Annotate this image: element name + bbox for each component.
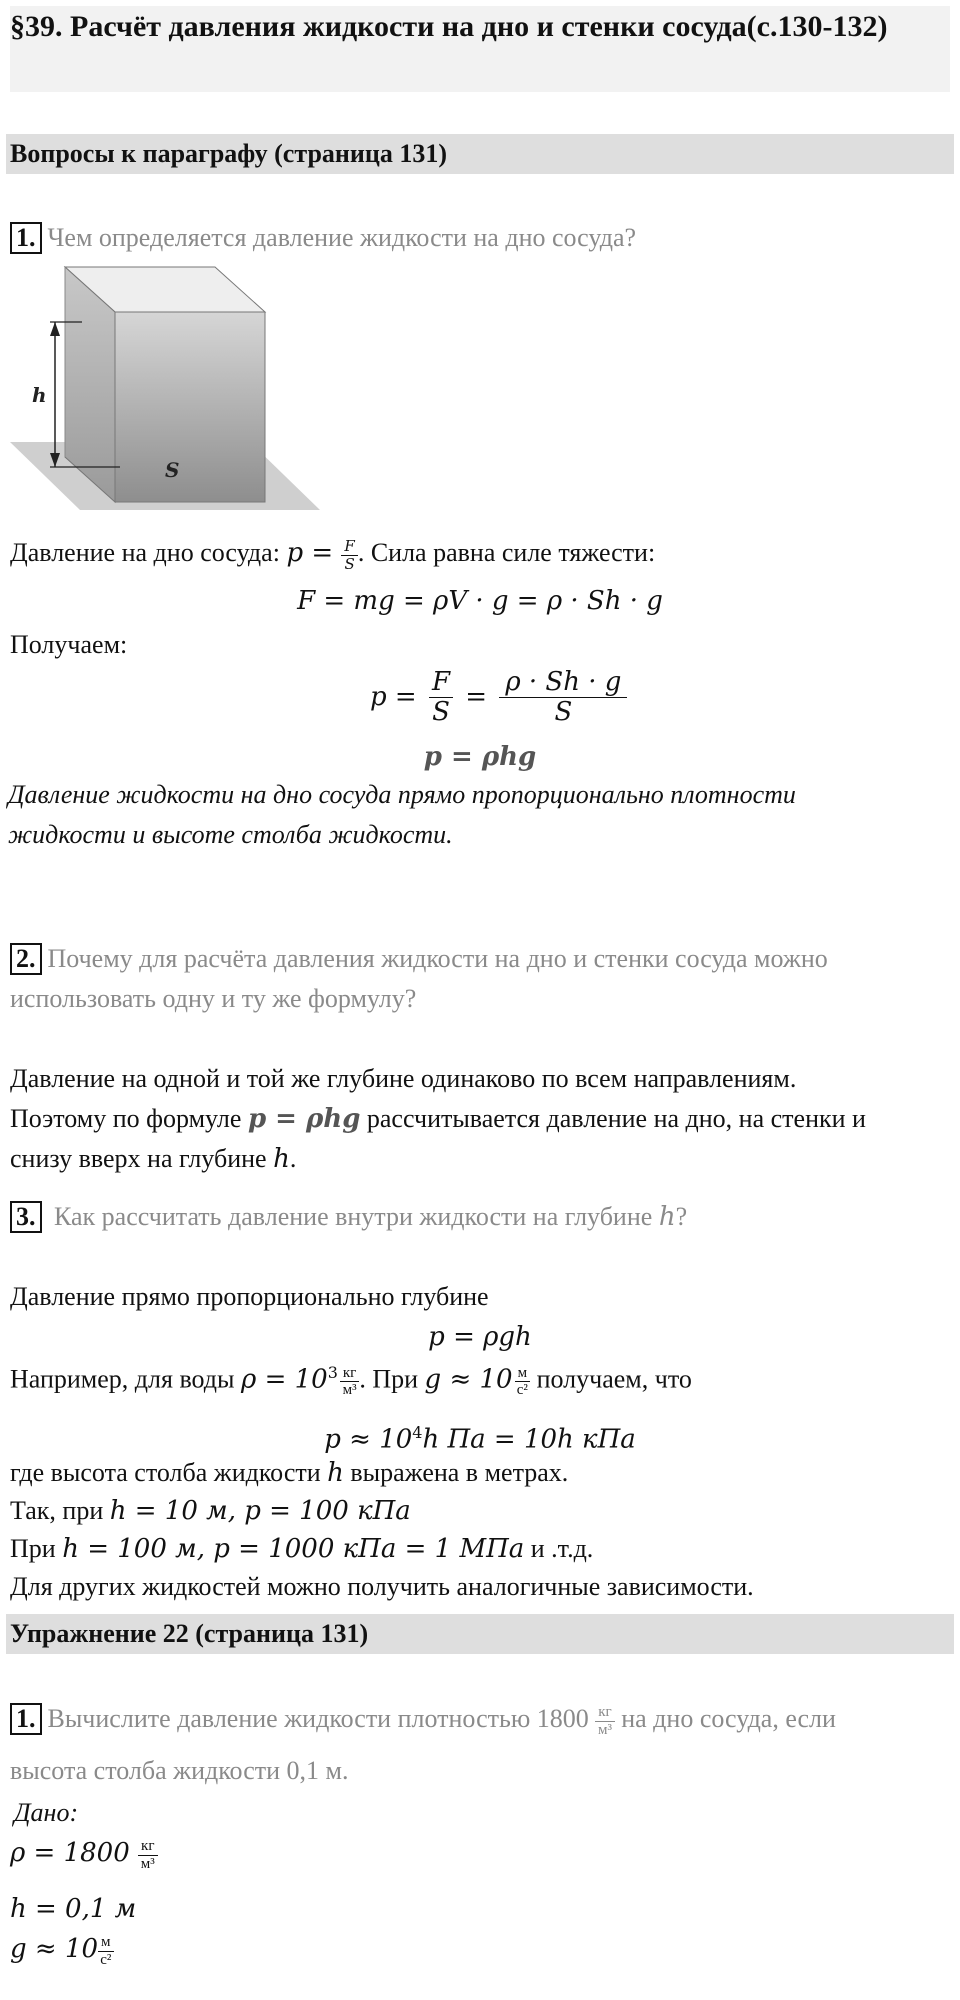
question-3: 3. Как рассчитать давление внутри жидкости на глубине h? bbox=[10, 1198, 687, 1236]
given-gravity: g ≈ 10 $\frac{м}{\text{с²}}$ bbox=[10, 1932, 114, 1968]
given-density: ρ = 1800 $\frac{кг}{\text{м³}}$ bbox=[10, 1836, 158, 1872]
given-height: h = 0,1 м bbox=[10, 1894, 137, 1924]
question-1 bbox=[10, 219, 636, 257]
exercise-1: 1. Вычислите давление жидкости плотностью 1800 $\frac{кг}{\text{м³}}$ на дно сосуда, если bbox=[10, 1700, 836, 1738]
q1-conclusion-1: Давление жидкости на дно сосуда прямо пропорционально плотности bbox=[8, 780, 796, 809]
q3-line-5: где высота столба жидкости h выражена в метрах. bbox=[10, 1458, 569, 1488]
q3-line-8: Для других жидкостей можно получить аналогичные зависимости. bbox=[10, 1572, 754, 1601]
question-number: 1. bbox=[10, 222, 42, 254]
q3-line-3: Например, для воды $\rho = 10^3$ $\frac{кг}{\text{м³}}$ . При g ≈ 10 $\frac{м}{\text{с²}}$ получаем, что bbox=[10, 1363, 692, 1399]
formula-p-rho-g-h: p = ρgh bbox=[428, 1322, 532, 1352]
q3-line-1: Давление прямо пропорционально глубине bbox=[10, 1282, 489, 1311]
formula-force: F = mg = ρV · g = ρ · Sh · g bbox=[297, 586, 663, 616]
formula-pressure-fraction: p = $\frac{F}{S}$ = $\frac{\rho \cdot Sh \cdot g}{S}$ bbox=[370, 668, 627, 726]
section-title-questions: Вопросы к параграфу (страница 131) bbox=[6, 134, 954, 174]
page-title bbox=[10, 6, 950, 92]
q1-conclusion-2: жидкости и высоте столба жидкости. bbox=[8, 820, 453, 849]
question-number: 3. bbox=[10, 1201, 42, 1233]
question-number: 2. bbox=[10, 943, 42, 975]
area-label: S bbox=[165, 458, 180, 482]
given-label: Дано: bbox=[14, 1798, 79, 1827]
exercise-1-line-2: высота столба жидкости 0,1 м. bbox=[10, 1756, 349, 1785]
height-label: h bbox=[32, 383, 47, 407]
q2-answer-1: Давление на одной и той же глубине одинаково по всем направлениям. bbox=[10, 1064, 797, 1093]
we-get-label: Получаем: bbox=[10, 630, 128, 659]
formula-p-rho-h-g: p = ρhg bbox=[423, 742, 537, 772]
vessel-figure bbox=[10, 262, 330, 512]
section-title-exercise: Упражнение 22 (страница 131) bbox=[6, 1614, 954, 1654]
exercise-number: 1. bbox=[10, 1703, 42, 1735]
vessel-front bbox=[115, 312, 265, 502]
q3-line-7: При h = 100 м, p = 1000 кПа = 1 МПа и .т.д. bbox=[10, 1534, 594, 1564]
question-text: Чем определяется давление жидкости на дно сосуда? bbox=[47, 223, 637, 252]
question-2: 2. Почему для расчёта давления жидкости на дно и стенки сосуда можно bbox=[10, 940, 828, 978]
q1-line-1: Давление на дно сосуда: p = $\frac{F}{S}$ . Сила равна силе тяжести: bbox=[10, 537, 656, 573]
fraction-f-s: $\frac{F}{S}$ bbox=[341, 538, 357, 572]
formula-p-approx: $p \approx 10^4h$ Па = 10h кПа bbox=[324, 1423, 636, 1455]
q3-line-6: Так, при h = 10 м, p = 100 кПа bbox=[10, 1496, 411, 1526]
q2-answer-3: снизу вверх на глубине h. bbox=[10, 1144, 297, 1174]
page-title-text: §39. Расчёт давления жидкости на дно и стенки сосуда(с.130-132) bbox=[10, 10, 888, 43]
question-2-line-2: использовать одну и ту же формулу? bbox=[10, 984, 417, 1013]
q2-answer-2: Поэтому по формуле p = ρhg рассчитывается давление на дно, на стенки и bbox=[10, 1104, 866, 1134]
